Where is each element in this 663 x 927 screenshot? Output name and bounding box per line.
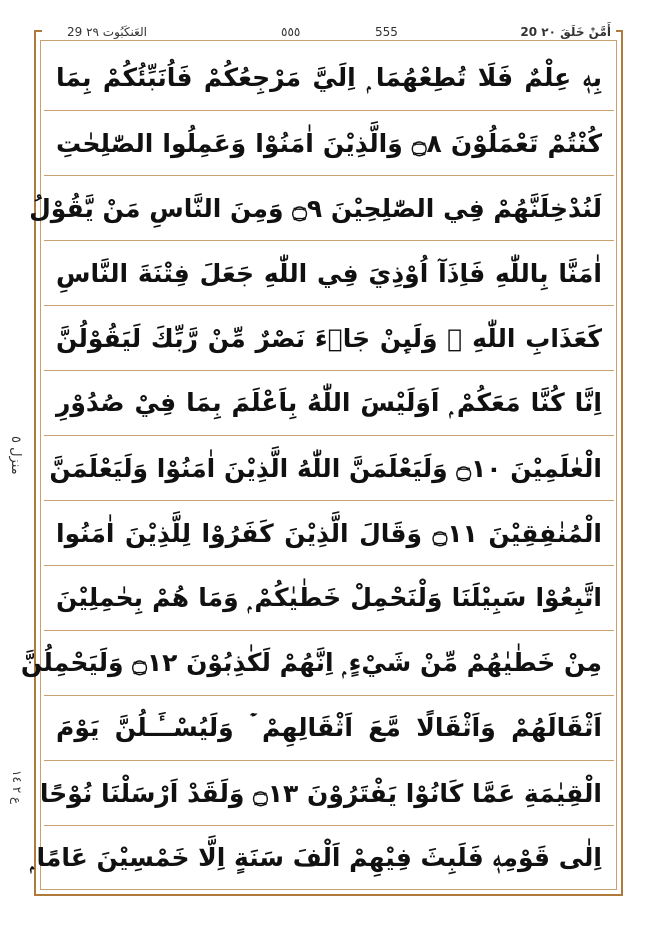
page-number-arabic: ٥٥٥: [278, 25, 303, 39]
verse-text: اِلٰى قَوْمِهٖ فَلَبِثَ فِيْهِمْ اَلْفَ سَنَةٍ اِلَّا خَمْسِيْنَ عَامًا ۭ: [30, 843, 602, 872]
page-number: 555: [372, 25, 401, 39]
verse-text: كَعَذَابِ اللّٰهِ ۭ وَلَىِٕنْ جَاۗءَ نَصْرٌ مِّنْ رَّبِّكَ لَيَقُوْلُنَّ: [56, 323, 602, 353]
surah-name: 29 العَنكَبُوت ٢٩: [64, 25, 150, 39]
text-line: [39, 761, 614, 826]
verse-text: كُنْتُمْ تَعْمَلُوْنَ ۝٨ وَالَّذِيْنَ اٰمَنُوْا وَعَمِلُوا الصّٰلِحٰتِ: [56, 128, 602, 158]
text-line: [30, 826, 614, 890]
juz-name: 20 أَمَّنْ خَلَقَ ٢٠: [517, 25, 614, 39]
verse-text: اتَّبِعُوْا سَبِيْلَنَا وَلْنَحْمِلْ خَطٰيٰكُمْ ۭ وَمَا هُمْ بِحٰمِلِيْنَ: [56, 583, 602, 612]
text-line: [44, 111, 614, 176]
text-line: [44, 501, 614, 566]
text-line: [44, 241, 614, 306]
text-line: [20, 631, 614, 696]
verse-text: اٰمَنَّا بِاللّٰهِ فَاِذَآ اُوْذِيَ فِي اللّٰهِ جَعَلَ فِتْنَةَ النَّاسِ: [56, 258, 602, 288]
verse-text: اَثْقَالَهُمْ وَاَثْقَالًا مَّعَ اَثْقَالِهِمْ ۡ وَلَيُسْــَٔـلُنَّ يَوْمَ: [56, 713, 602, 742]
verse-text: بِهٖ عِلْمٌ فَلَا تُطِعْهُمَا ۭ اِلَيَّ مَرْجِعُكُمْ فَاُنَبِّئُكُمْ بِمَا: [56, 63, 602, 92]
text-line: [29, 176, 614, 241]
verse-text: الْعٰلَمِيْنَ ۝١٠ وَلَيَعْلَمَنَّ اللّٰهُ الَّذِيْنَ اٰمَنُوْا وَلَيَعْلَمَنَّ: [49, 453, 602, 483]
text-line: [44, 46, 614, 111]
ruku-marker: ع ٢ ١٤: [10, 770, 24, 805]
verse-text: اِنَّا كُنَّا مَعَكُمْ ۭ اَوَلَيْسَ اللّٰهُ بِاَعْلَمَ بِمَا فِيْ صُدُوْرِ: [56, 388, 602, 417]
verse-text: الْمُنٰفِقِيْنَ ۝١١ وَقَالَ الَّذِيْنَ كَفَرُوْا لِلَّذِيْنَ اٰمَنُوا: [56, 518, 602, 548]
manzil-marker: منزل ٥: [8, 436, 23, 475]
text-line: [44, 436, 614, 501]
text-line: [44, 566, 614, 631]
verse-text: الْقِيٰمَةِ عَمَّا كَانُوْا يَفْتَرُوْنَ ۝١٣ وَلَقَدْ اَرْسَلْنَا نُوْحًا: [39, 778, 602, 808]
page-header: [42, 24, 616, 40]
text-line: [44, 371, 614, 436]
text-line: [44, 306, 614, 371]
text-line: [44, 696, 614, 761]
verse-text: مِنْ خَطٰيٰهُمْ مِّنْ شَيْءٍ ۭ اِنَّهُمْ لَكٰذِبُوْنَ ۝١٢ وَلَيَحْمِلُنَّ: [20, 648, 602, 677]
verse-text: لَنُدْخِلَنَّهُمْ فِي الصّٰلِحِيْنَ ۝٩ وَمِنَ النَّاسِ مَنْ يَّقُوْلُ: [29, 193, 602, 223]
quran-text-body: [20, 46, 614, 890]
